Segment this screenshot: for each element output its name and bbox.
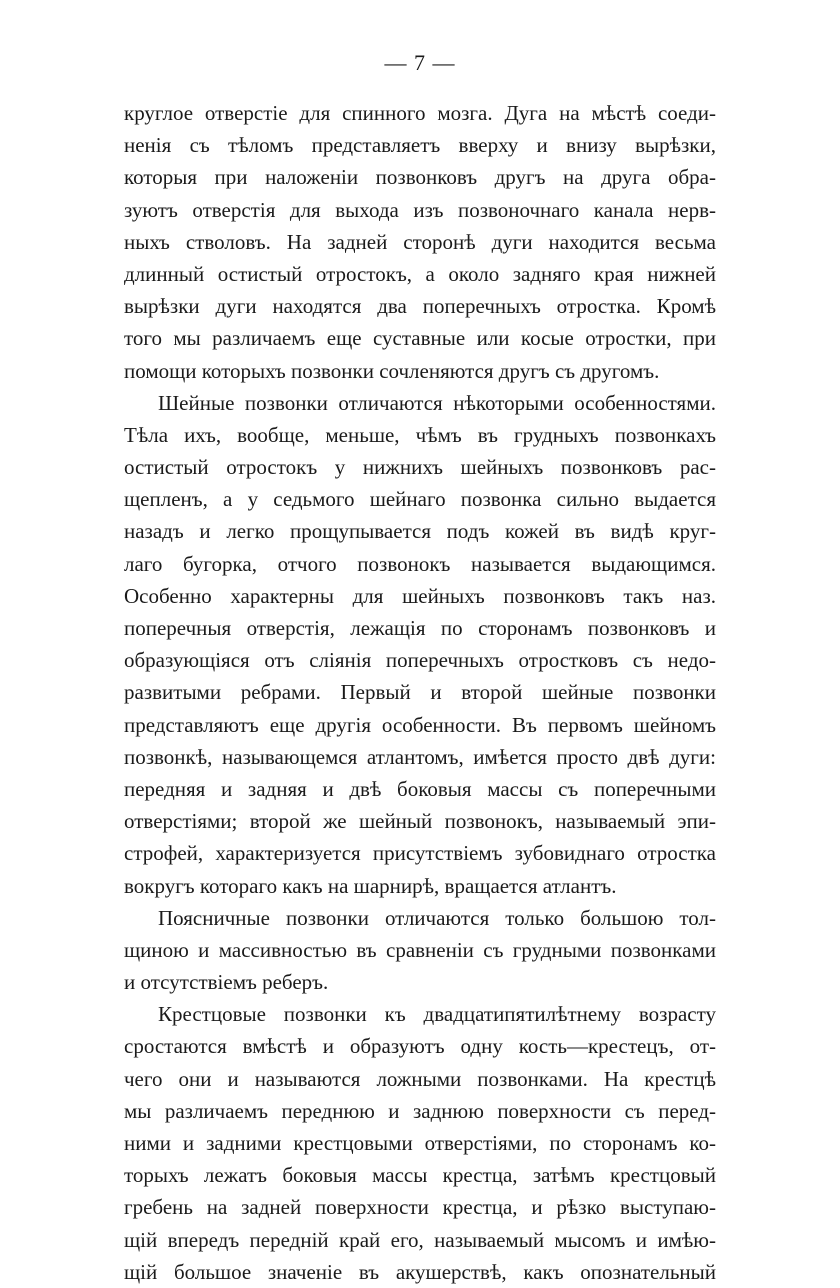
text-line: передняя и задняя и двѣ боковыя массы съ поперечными — [124, 776, 716, 801]
text-line: помощи которыхъ позвонки сочленяются другъ съ другомъ. — [124, 358, 660, 383]
text-line: лаго бугорка, отчого позвонокъ называется выдающимся. — [124, 551, 716, 576]
text-line: гребень на задней поверхности крестца, и рѣзко выступаю- — [124, 1195, 716, 1220]
text-line: Тѣла ихъ, вообще, меньше, чѣмъ въ грудныхъ позвонкахъ — [124, 422, 716, 447]
text-line: поперечныя отверстія, лежащія по сторонамъ позвонковъ и — [124, 616, 716, 640]
text-line: Особенно характерны для шейныхъ позвонковъ такъ наз. — [124, 583, 716, 608]
text-line: ними и задними крестцовыми отверстіями, по сторонамъ ко- — [124, 1131, 716, 1155]
text-line: остистый отростокъ у нижнихъ шейныхъ позвонковъ рас- — [124, 455, 716, 480]
text-line: ненія съ тѣломъ представляетъ вверху и внизу вырѣзки, — [124, 133, 716, 158]
text-line: щепленъ, а у седьмого шейнаго позвонка сильно выдается — [124, 487, 716, 512]
text-line: щій большое значеніе въ акушерствѣ, какъ опознательный — [124, 1259, 716, 1284]
text-line: Шейные позвонки отличаются нѣкоторыми особенностями. — [158, 390, 716, 415]
text-line: вокругъ котораго какъ на шарнирѣ, вращается атлантъ. — [124, 873, 617, 898]
text-line: Поясничные позвонки отличаются только большою тол- — [158, 905, 716, 930]
text-line: чего они и называются ложными позвонками. На крестцѣ — [124, 1066, 716, 1091]
text-line: Крестцовые позвонки къ двадцатипятилѣтнему возрасту — [158, 1002, 716, 1027]
text-line: сростаются вмѣстѣ и образуютъ одну кость—крестецъ, от- — [124, 1034, 716, 1059]
text-line: того мы различаемъ еще суставные или косые отростки, при — [124, 326, 716, 351]
text-line: мы различаемъ переднюю и заднюю поверхности съ перед- — [124, 1098, 716, 1123]
body-text — [124, 97, 716, 1288]
text-line: отверстіями; второй же шейный позвонокъ, называемый эпи- — [124, 809, 716, 834]
text-line: ныхъ стволовъ. На задней сторонѣ дуги находится весьма — [124, 229, 716, 254]
text-line: и отсутствіемъ реберъ. — [124, 970, 329, 995]
text-line: назадъ и легко прощупывается подъ кожей въ видѣ круг- — [124, 519, 716, 544]
text-line: которыя при наложеніи позвонковъ другъ на друга обра- — [124, 165, 716, 190]
text-line: щій впередъ передній край его, называемый мысомъ и имѣю- — [124, 1227, 716, 1252]
page-number: — 7 — — [384, 50, 456, 75]
text-line: длинный остистый отростокъ, а около задняго края нижней — [124, 261, 716, 286]
text-line: торыхъ лежатъ боковыя массы крестца, затѣмъ крестцовый — [124, 1163, 716, 1188]
text-line: позвонкѣ, называющемся атлантомъ, имѣется просто двѣ дуги: — [124, 744, 716, 769]
text-line: представляютъ еще другія особенности. Въ первомъ шейномъ — [124, 712, 716, 737]
text-line: зуютъ отверстія для выхода изъ позвоночнаго канала нерв- — [124, 197, 716, 222]
text-line: строфей, характеризуется присутствіемъ зубовиднаго отростка — [124, 841, 716, 866]
text-line: щиною и массивностью въ сравненіи съ грудными позвонками — [124, 937, 716, 962]
text-line: круглое отверстіе для спинного мозга. Дуга на мѣстѣ соеди- — [124, 101, 716, 125]
text-line: образующіяся отъ слiянія поперечныхъ отростковъ съ недо- — [124, 648, 716, 673]
text-line: развитыми ребрами. Первый и второй шейные позвонки — [124, 680, 716, 705]
text-line: вырѣзки дуги находятся два поперечныхъ отростка. Кромѣ — [124, 294, 716, 319]
